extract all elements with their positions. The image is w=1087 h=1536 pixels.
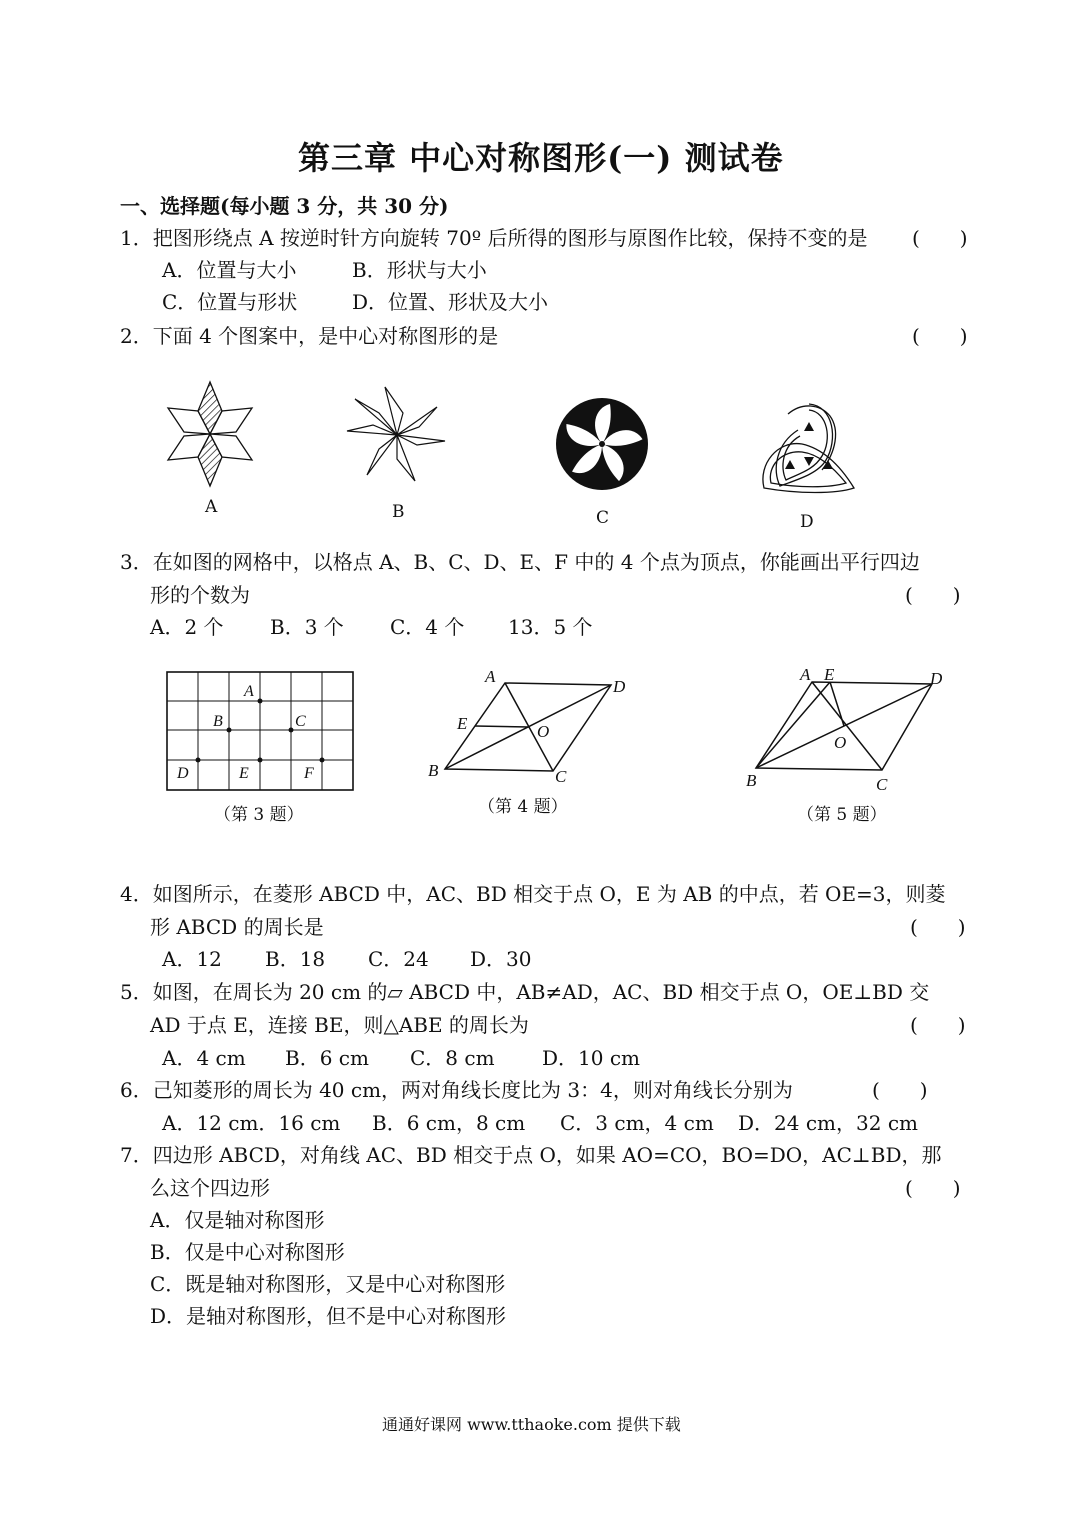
fig5-point-o: O: [834, 733, 847, 752]
fig5-parallelogram: [742, 660, 957, 795]
q2-figure-c: [554, 396, 650, 492]
q6-option-a: A．12 cm．16 cm: [162, 1111, 341, 1135]
q2-stem: 2．下面 4 个图案中，是中心对称图形的是: [120, 324, 499, 348]
q3-option-a: A．2 个: [150, 615, 224, 639]
q5-option-b: B．6 cm: [285, 1046, 369, 1070]
q7-stem-line1: 7．四边形 ABCD，对角线 AC、BD 相交于点 O，如果 AO=CO，BO=DO，AC⊥BD，那: [120, 1143, 942, 1167]
q1-option-a: A．位置与大小: [162, 258, 297, 282]
q2-figure-a: [160, 378, 260, 490]
fig4-point-o: O: [537, 722, 550, 741]
q7-option-c: C．既是轴对称图形，又是中心对称图形: [150, 1272, 506, 1296]
q7-stem-line2: 么这个四边形: [150, 1176, 270, 1200]
q7-answer-paren: ( ): [905, 1176, 961, 1200]
q3-stem-line1: 3．在如图的网格中，以格点 A、B、C、D、E、F 中的 4 个点为顶点，你能画出平行四边: [120, 550, 920, 574]
fig4-point-d: D: [613, 677, 626, 696]
q1-option-d: D．位置、形状及大小: [352, 290, 549, 314]
q4-answer-paren: ( ): [910, 915, 966, 939]
q1-option-b: B．形状与大小: [352, 258, 487, 282]
fig5-point-e: E: [824, 665, 835, 684]
fig3-point-f: F: [304, 765, 314, 782]
q2-label-b: B: [392, 502, 405, 522]
q3-stem-line2: 形的个数为: [150, 583, 250, 607]
fig4-point-c: C: [555, 767, 567, 786]
fig3-point-b: B: [213, 713, 223, 730]
q4-option-a: A．12: [162, 947, 222, 971]
q3-answer-paren: ( ): [905, 583, 961, 607]
q3-option-d: 13．5 个: [508, 615, 593, 639]
section-heading: 一、选择题(每小题 3 分，共 30 分): [120, 194, 449, 218]
q5-option-d: D．10 cm: [542, 1046, 641, 1070]
fig4-caption: （第 4 题）: [478, 797, 568, 817]
q2-figure-d: [758, 400, 860, 498]
q2-label-a: A: [205, 497, 218, 517]
q6-answer-paren: ( ): [872, 1078, 928, 1102]
q7-option-b: B．仅是中心对称图形: [150, 1240, 345, 1264]
page-title: 第三章 中心对称图形(一) 测试卷: [298, 139, 784, 177]
q3-option-b: B．3 个: [270, 615, 344, 639]
fig5-point-b: B: [746, 771, 757, 790]
q6-option-c: C．3 cm，4 cm: [560, 1111, 714, 1135]
fig5-point-c: C: [876, 775, 888, 794]
page-footer: 通通好课网 www.tthaoke.com 提供下载: [382, 1415, 681, 1434]
q3-option-c: C．4 个: [390, 615, 465, 639]
q6-stem: 6．己知菱形的周长为 40 cm，两对角线长度比为 3：4，则对角线长分别为: [120, 1078, 793, 1102]
q2-answer-paren: ( ): [912, 324, 968, 348]
fig4-rhombus: [425, 665, 640, 795]
q2-label-d: D: [800, 512, 814, 532]
q6-option-d: D．24 cm，32 cm: [738, 1111, 918, 1135]
q1-answer-paren: ( ): [912, 226, 968, 250]
q6-option-b: B．6 cm，8 cm: [372, 1111, 526, 1135]
q4-stem-line2: 形 ABCD 的周长是: [150, 915, 324, 939]
fig5-caption: （第 5 题）: [797, 805, 887, 825]
q5-stem-line1: 5．如图，在周长为 20 cm 的▱ ABCD 中，AB≠AD，AC、BD 相交于点 O，OE⊥BD 交: [120, 980, 930, 1004]
fig3-point-e: E: [239, 765, 249, 782]
q5-option-a: A．4 cm: [162, 1046, 246, 1070]
fig4-point-a: A: [485, 667, 496, 686]
fig4-point-e: E: [457, 714, 468, 733]
q7-option-d: D．是轴对称图形，但不是中心对称图形: [150, 1304, 507, 1328]
q7-option-a: A．仅是轴对称图形: [150, 1208, 325, 1232]
q2-label-c: C: [596, 508, 610, 528]
q2-figure-b: [345, 385, 449, 485]
q4-option-d: D．30: [470, 947, 532, 971]
fig5-point-a: A: [800, 665, 811, 684]
fig4-point-b: B: [428, 761, 439, 780]
q5-answer-paren: ( ): [910, 1013, 966, 1037]
q5-stem-line2: AD 于点 E，连接 BE，则△ABE 的周长为: [150, 1013, 529, 1037]
fig3-point-c: C: [295, 713, 306, 730]
fig5-point-d: D: [930, 669, 943, 688]
fig3-caption: （第 3 题）: [214, 805, 304, 825]
fig3-point-d: D: [177, 765, 189, 782]
q1-option-c: C．位置与形状: [162, 290, 298, 314]
q5-option-c: C．8 cm: [410, 1046, 495, 1070]
q4-stem-line1: 4．如图所示，在菱形 ABCD 中，AC、BD 相交于点 O，E 为 AB 的中点，若 OE=3，则菱: [120, 882, 946, 906]
q4-option-b: B．18: [265, 947, 326, 971]
q4-option-c: C．24: [368, 947, 429, 971]
fig3-grid: [165, 670, 357, 795]
q1-stem: 1．把图形绕点 A 按逆时针方向旋转 70º 后所得的图形与原图作比较，保持不变的是: [120, 226, 868, 250]
fig3-point-a: A: [244, 683, 254, 700]
